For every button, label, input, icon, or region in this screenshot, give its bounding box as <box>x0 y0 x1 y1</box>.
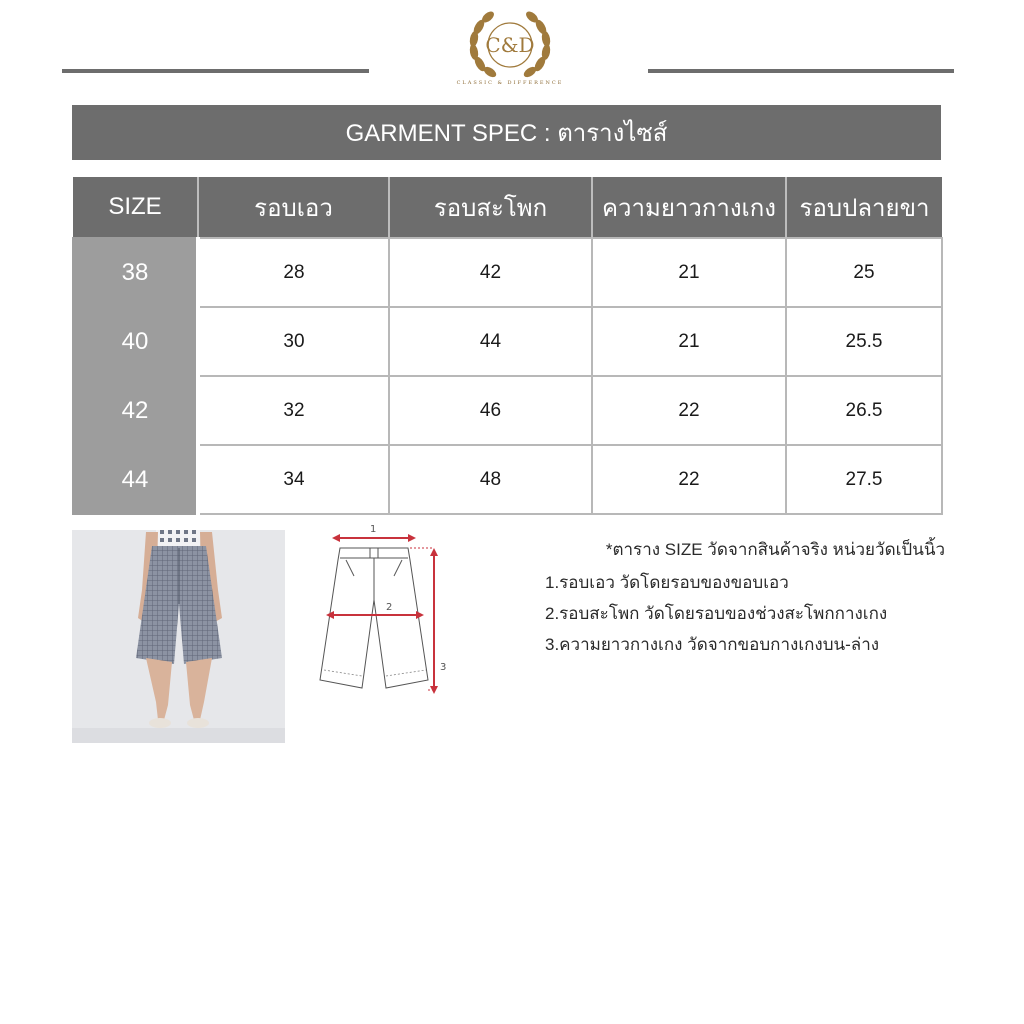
header-leg-opening: รอบปลายขา <box>786 177 942 238</box>
measure-label-2: 2 <box>386 602 393 613</box>
table-row <box>73 307 942 376</box>
table-cell: 48 <box>389 445 592 514</box>
table-cell: 25 <box>786 238 942 307</box>
table-cell: 21 <box>592 307 786 376</box>
table-cell: 21 <box>592 238 786 307</box>
table-cell: 34 <box>198 445 389 514</box>
table-cell: 32 <box>198 376 389 445</box>
model-shorts-image-icon <box>72 530 285 743</box>
table-cell: 22 <box>592 376 786 445</box>
size-cell: 42 <box>73 376 198 445</box>
measure-label-1: 1 <box>370 524 377 535</box>
measure-label-3: 3 <box>440 662 447 673</box>
size-cell: 38 <box>73 238 198 307</box>
size-cell: 44 <box>73 445 198 514</box>
table-cell: 44 <box>389 307 592 376</box>
table-cell: 28 <box>198 238 389 307</box>
table-cell: 42 <box>389 238 592 307</box>
header-size: SIZE <box>73 177 198 238</box>
size-cell: 40 <box>73 307 198 376</box>
table-cell: 22 <box>592 445 786 514</box>
garment-spec-title: GARMENT SPEC : ตารางไซส์ <box>72 105 941 160</box>
table-cell: 30 <box>198 307 389 376</box>
brand-logo-icon <box>462 6 558 90</box>
brand-text: CLASSIC & DIFFERENCE <box>456 80 564 86</box>
header-length: ความยาวกางเกง <box>592 177 786 238</box>
size-table <box>72 177 943 515</box>
header-waist: รอบเอว <box>198 177 389 238</box>
table-cell: 27.5 <box>786 445 942 514</box>
unit-footnote: *ตาราง SIZE วัดจากสินค้าจริง หน่วยวัดเป็นนิ้ว <box>605 540 945 559</box>
note-hip: 2.รอบสะโพก วัดโดยรอบของช่วงสะโพกกางเกง <box>545 604 888 623</box>
table-row <box>73 445 942 514</box>
table-header-row <box>73 177 942 238</box>
table-cell: 46 <box>389 376 592 445</box>
table-cell: 26.5 <box>786 376 942 445</box>
header-hip: รอบสะโพก <box>389 177 592 238</box>
header-rule-right <box>648 69 954 73</box>
header-rule-left <box>62 69 369 73</box>
table-cell: 25.5 <box>786 307 942 376</box>
note-waist: 1.รอบเอว วัดโดยรอบของขอบเอว <box>545 573 789 592</box>
logo-monogram: C&D <box>485 33 535 57</box>
table-row <box>73 376 942 445</box>
note-length: 3.ความยาวกางเกง วัดจากขอบกางเกงบน-ล่าง <box>545 635 880 654</box>
table-row <box>73 238 942 307</box>
product-photo <box>72 530 285 743</box>
shorts-measurement-diagram <box>310 520 460 700</box>
